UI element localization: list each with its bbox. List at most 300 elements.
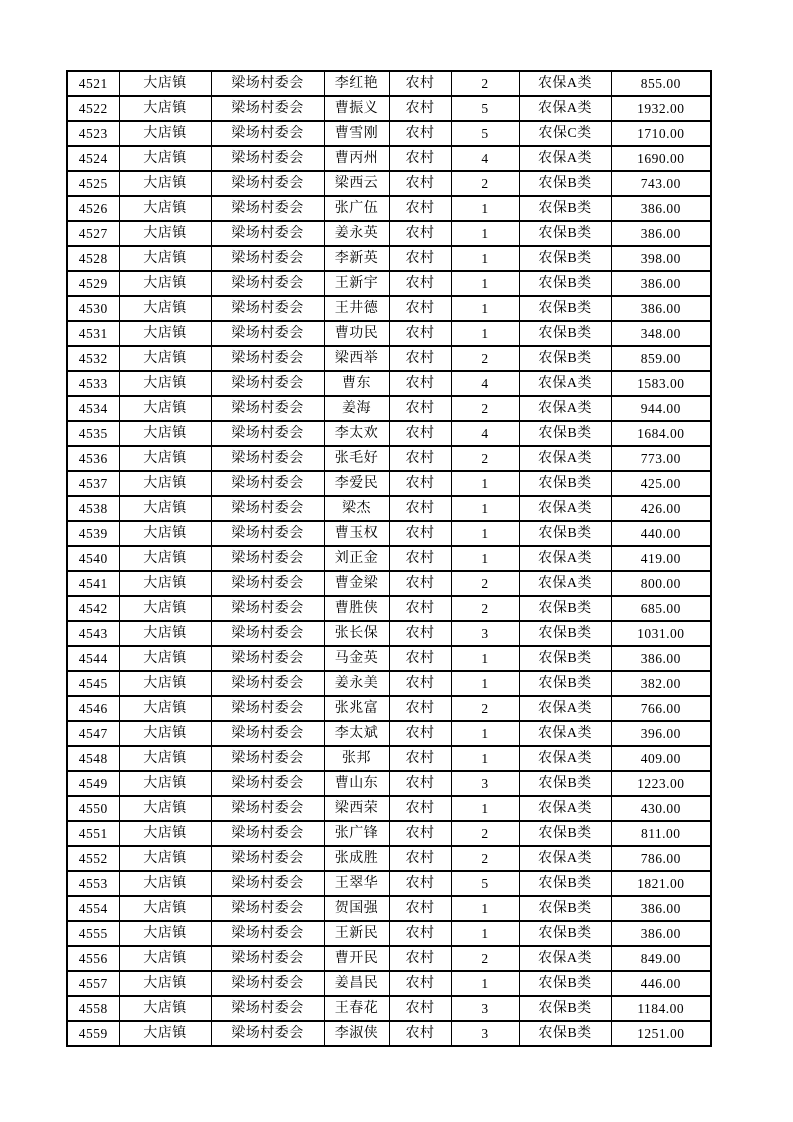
cell-person-name: 李爱民 [324, 471, 389, 496]
cell-village: 梁场村委会 [211, 521, 324, 546]
cell-village: 梁场村委会 [211, 996, 324, 1021]
table-row [67, 646, 711, 671]
cell-village: 梁场村委会 [211, 446, 324, 471]
cell-count: 2 [451, 596, 519, 621]
cell-person-name: 曹开民 [324, 946, 389, 971]
cell-residence: 农村 [389, 496, 451, 521]
cell-residence: 农村 [389, 296, 451, 321]
cell-id: 4553 [67, 871, 119, 896]
cell-town: 大店镇 [119, 371, 211, 396]
cell-residence: 农村 [389, 196, 451, 221]
cell-residence: 农村 [389, 596, 451, 621]
cell-town: 大店镇 [119, 196, 211, 221]
cell-insurance-type: 农保B类 [519, 621, 611, 646]
cell-id: 4546 [67, 696, 119, 721]
cell-count: 2 [451, 946, 519, 971]
payment-table-body [67, 71, 711, 1046]
cell-town: 大店镇 [119, 921, 211, 946]
cell-amount: 1684.00 [611, 421, 711, 446]
cell-amount: 1710.00 [611, 121, 711, 146]
cell-count: 2 [451, 821, 519, 846]
cell-person-name: 曹东 [324, 371, 389, 396]
cell-residence: 农村 [389, 696, 451, 721]
cell-insurance-type: 农保A类 [519, 846, 611, 871]
cell-insurance-type: 农保B类 [519, 771, 611, 796]
cell-village: 梁场村委会 [211, 696, 324, 721]
cell-id: 4525 [67, 171, 119, 196]
cell-residence: 农村 [389, 721, 451, 746]
cell-village: 梁场村委会 [211, 246, 324, 271]
cell-village: 梁场村委会 [211, 421, 324, 446]
cell-residence: 农村 [389, 796, 451, 821]
cell-id: 4551 [67, 821, 119, 846]
cell-person-name: 张长保 [324, 621, 389, 646]
cell-insurance-type: 农保B类 [519, 821, 611, 846]
cell-amount: 811.00 [611, 821, 711, 846]
cell-insurance-type: 农保B类 [519, 346, 611, 371]
table-row [67, 746, 711, 771]
cell-insurance-type: 农保B类 [519, 521, 611, 546]
cell-village: 梁场村委会 [211, 771, 324, 796]
cell-village: 梁场村委会 [211, 346, 324, 371]
cell-id: 4523 [67, 121, 119, 146]
cell-town: 大店镇 [119, 471, 211, 496]
cell-count: 2 [451, 171, 519, 196]
cell-count: 1 [451, 221, 519, 246]
cell-town: 大店镇 [119, 121, 211, 146]
cell-amount: 685.00 [611, 596, 711, 621]
cell-count: 1 [451, 921, 519, 946]
cell-id: 4527 [67, 221, 119, 246]
cell-id: 4545 [67, 671, 119, 696]
cell-count: 1 [451, 321, 519, 346]
table-row [67, 496, 711, 521]
cell-town: 大店镇 [119, 246, 211, 271]
cell-residence: 农村 [389, 996, 451, 1021]
cell-village: 梁场村委会 [211, 321, 324, 346]
cell-village: 梁场村委会 [211, 496, 324, 521]
cell-amount: 773.00 [611, 446, 711, 471]
cell-count: 2 [451, 446, 519, 471]
cell-town: 大店镇 [119, 696, 211, 721]
cell-residence: 农村 [389, 96, 451, 121]
cell-town: 大店镇 [119, 96, 211, 121]
cell-amount: 786.00 [611, 846, 711, 871]
cell-town: 大店镇 [119, 946, 211, 971]
cell-person-name: 李淑侠 [324, 1021, 389, 1046]
insurance-payment-table [66, 70, 712, 1047]
cell-town: 大店镇 [119, 321, 211, 346]
table-row [67, 1021, 711, 1046]
cell-person-name: 梁西云 [324, 171, 389, 196]
cell-count: 1 [451, 896, 519, 921]
cell-town: 大店镇 [119, 71, 211, 96]
cell-count: 1 [451, 521, 519, 546]
cell-village: 梁场村委会 [211, 546, 324, 571]
cell-amount: 382.00 [611, 671, 711, 696]
cell-amount: 425.00 [611, 471, 711, 496]
table-row [67, 721, 711, 746]
cell-person-name: 姜海 [324, 396, 389, 421]
cell-amount: 409.00 [611, 746, 711, 771]
cell-town: 大店镇 [119, 746, 211, 771]
cell-village: 梁场村委会 [211, 921, 324, 946]
cell-town: 大店镇 [119, 671, 211, 696]
cell-person-name: 贺国强 [324, 896, 389, 921]
cell-village: 梁场村委会 [211, 621, 324, 646]
cell-id: 4556 [67, 946, 119, 971]
cell-insurance-type: 农保B类 [519, 871, 611, 896]
cell-amount: 800.00 [611, 571, 711, 596]
cell-amount: 1223.00 [611, 771, 711, 796]
cell-insurance-type: 农保A类 [519, 546, 611, 571]
cell-insurance-type: 农保B类 [519, 921, 611, 946]
cell-amount: 348.00 [611, 321, 711, 346]
table-row [67, 171, 711, 196]
cell-village: 梁场村委会 [211, 971, 324, 996]
cell-id: 4540 [67, 546, 119, 571]
table-row [67, 796, 711, 821]
cell-village: 梁场村委会 [211, 371, 324, 396]
cell-residence: 农村 [389, 771, 451, 796]
cell-residence: 农村 [389, 921, 451, 946]
cell-residence: 农村 [389, 621, 451, 646]
cell-count: 1 [451, 471, 519, 496]
cell-residence: 农村 [389, 871, 451, 896]
cell-person-name: 张邦 [324, 746, 389, 771]
cell-person-name: 张兆富 [324, 696, 389, 721]
cell-town: 大店镇 [119, 496, 211, 521]
cell-residence: 农村 [389, 846, 451, 871]
cell-village: 梁场村委会 [211, 721, 324, 746]
cell-residence: 农村 [389, 171, 451, 196]
table-row [67, 996, 711, 1021]
cell-count: 3 [451, 621, 519, 646]
table-row [67, 471, 711, 496]
cell-insurance-type: 农保B类 [519, 196, 611, 221]
cell-amount: 1932.00 [611, 96, 711, 121]
cell-village: 梁场村委会 [211, 646, 324, 671]
cell-count: 1 [451, 196, 519, 221]
cell-amount: 849.00 [611, 946, 711, 971]
cell-person-name: 曹胜侠 [324, 596, 389, 621]
cell-town: 大店镇 [119, 996, 211, 1021]
cell-insurance-type: 农保A类 [519, 146, 611, 171]
cell-amount: 396.00 [611, 721, 711, 746]
cell-count: 1 [451, 971, 519, 996]
cell-insurance-type: 农保A类 [519, 71, 611, 96]
cell-id: 4535 [67, 421, 119, 446]
cell-town: 大店镇 [119, 871, 211, 896]
cell-count: 3 [451, 996, 519, 1021]
cell-insurance-type: 农保A类 [519, 96, 611, 121]
cell-count: 1 [451, 671, 519, 696]
table-row [67, 446, 711, 471]
cell-id: 4536 [67, 446, 119, 471]
cell-village: 梁场村委会 [211, 296, 324, 321]
cell-id: 4549 [67, 771, 119, 796]
cell-insurance-type: 农保B类 [519, 471, 611, 496]
cell-person-name: 曹雪刚 [324, 121, 389, 146]
cell-insurance-type: 农保B类 [519, 221, 611, 246]
cell-amount: 743.00 [611, 171, 711, 196]
table-row [67, 771, 711, 796]
cell-town: 大店镇 [119, 221, 211, 246]
cell-residence: 农村 [389, 671, 451, 696]
cell-residence: 农村 [389, 646, 451, 671]
cell-id: 4526 [67, 196, 119, 221]
cell-person-name: 姜永美 [324, 671, 389, 696]
cell-count: 4 [451, 371, 519, 396]
cell-insurance-type: 农保C类 [519, 121, 611, 146]
cell-insurance-type: 农保B类 [519, 271, 611, 296]
cell-town: 大店镇 [119, 1021, 211, 1046]
cell-insurance-type: 农保A类 [519, 371, 611, 396]
cell-id: 4539 [67, 521, 119, 546]
cell-amount: 855.00 [611, 71, 711, 96]
cell-town: 大店镇 [119, 821, 211, 846]
cell-residence: 农村 [389, 421, 451, 446]
cell-id: 4531 [67, 321, 119, 346]
cell-residence: 农村 [389, 221, 451, 246]
cell-residence: 农村 [389, 971, 451, 996]
cell-insurance-type: 农保B类 [519, 171, 611, 196]
cell-town: 大店镇 [119, 846, 211, 871]
cell-village: 梁场村委会 [211, 221, 324, 246]
cell-person-name: 王春花 [324, 996, 389, 1021]
table-row [67, 821, 711, 846]
cell-person-name: 张毛好 [324, 446, 389, 471]
cell-town: 大店镇 [119, 896, 211, 921]
cell-village: 梁场村委会 [211, 271, 324, 296]
cell-count: 1 [451, 496, 519, 521]
cell-insurance-type: 农保B类 [519, 596, 611, 621]
cell-person-name: 张广锋 [324, 821, 389, 846]
cell-residence: 农村 [389, 121, 451, 146]
cell-id: 4548 [67, 746, 119, 771]
cell-id: 4522 [67, 96, 119, 121]
cell-count: 1 [451, 546, 519, 571]
cell-insurance-type: 农保A类 [519, 446, 611, 471]
cell-amount: 1821.00 [611, 871, 711, 896]
cell-village: 梁场村委会 [211, 571, 324, 596]
cell-count: 4 [451, 421, 519, 446]
cell-amount: 386.00 [611, 646, 711, 671]
cell-id: 4550 [67, 796, 119, 821]
cell-id: 4554 [67, 896, 119, 921]
table-row [67, 921, 711, 946]
cell-id: 4534 [67, 396, 119, 421]
cell-amount: 944.00 [611, 396, 711, 421]
cell-town: 大店镇 [119, 621, 211, 646]
table-row [67, 696, 711, 721]
cell-residence: 农村 [389, 271, 451, 296]
cell-count: 2 [451, 71, 519, 96]
cell-village: 梁场村委会 [211, 196, 324, 221]
table-row [67, 871, 711, 896]
cell-town: 大店镇 [119, 796, 211, 821]
cell-person-name: 曹振义 [324, 96, 389, 121]
cell-insurance-type: 农保B类 [519, 646, 611, 671]
cell-id: 4557 [67, 971, 119, 996]
cell-amount: 386.00 [611, 296, 711, 321]
cell-village: 梁场村委会 [211, 146, 324, 171]
table-row [67, 296, 711, 321]
cell-insurance-type: 农保B类 [519, 321, 611, 346]
cell-insurance-type: 农保B类 [519, 421, 611, 446]
cell-amount: 1251.00 [611, 1021, 711, 1046]
cell-insurance-type: 农保B类 [519, 671, 611, 696]
cell-residence: 农村 [389, 346, 451, 371]
cell-town: 大店镇 [119, 546, 211, 571]
cell-person-name: 李红艳 [324, 71, 389, 96]
table-row [67, 121, 711, 146]
cell-id: 4544 [67, 646, 119, 671]
cell-amount: 1031.00 [611, 621, 711, 646]
cell-town: 大店镇 [119, 646, 211, 671]
cell-person-name: 王新民 [324, 921, 389, 946]
cell-id: 4547 [67, 721, 119, 746]
cell-amount: 1690.00 [611, 146, 711, 171]
cell-insurance-type: 农保B类 [519, 971, 611, 996]
cell-village: 梁场村委会 [211, 71, 324, 96]
cell-person-name: 梁西举 [324, 346, 389, 371]
cell-town: 大店镇 [119, 171, 211, 196]
table-row [67, 371, 711, 396]
cell-residence: 农村 [389, 446, 451, 471]
cell-count: 3 [451, 771, 519, 796]
cell-id: 4524 [67, 146, 119, 171]
cell-village: 梁场村委会 [211, 596, 324, 621]
cell-amount: 386.00 [611, 221, 711, 246]
cell-amount: 446.00 [611, 971, 711, 996]
cell-village: 梁场村委会 [211, 671, 324, 696]
cell-person-name: 曹金梁 [324, 571, 389, 596]
cell-count: 3 [451, 1021, 519, 1046]
cell-residence: 农村 [389, 471, 451, 496]
cell-town: 大店镇 [119, 421, 211, 446]
cell-count: 2 [451, 696, 519, 721]
cell-id: 4521 [67, 71, 119, 96]
cell-person-name: 李新英 [324, 246, 389, 271]
cell-insurance-type: 农保A类 [519, 796, 611, 821]
cell-amount: 859.00 [611, 346, 711, 371]
cell-person-name: 刘正金 [324, 546, 389, 571]
cell-id: 4555 [67, 921, 119, 946]
cell-village: 梁场村委会 [211, 171, 324, 196]
cell-insurance-type: 农保B类 [519, 296, 611, 321]
cell-count: 1 [451, 796, 519, 821]
cell-insurance-type: 农保B类 [519, 896, 611, 921]
table-row [67, 196, 711, 221]
cell-count: 1 [451, 246, 519, 271]
cell-id: 4537 [67, 471, 119, 496]
cell-count: 5 [451, 871, 519, 896]
cell-id: 4552 [67, 846, 119, 871]
cell-id: 4542 [67, 596, 119, 621]
cell-amount: 386.00 [611, 921, 711, 946]
cell-id: 4558 [67, 996, 119, 1021]
cell-person-name: 曹山东 [324, 771, 389, 796]
cell-count: 1 [451, 271, 519, 296]
cell-person-name: 张成胜 [324, 846, 389, 871]
cell-amount: 1184.00 [611, 996, 711, 1021]
cell-village: 梁场村委会 [211, 471, 324, 496]
cell-village: 梁场村委会 [211, 121, 324, 146]
cell-id: 4559 [67, 1021, 119, 1046]
cell-count: 1 [451, 646, 519, 671]
cell-village: 梁场村委会 [211, 796, 324, 821]
cell-count: 1 [451, 721, 519, 746]
table-row [67, 621, 711, 646]
cell-residence: 农村 [389, 946, 451, 971]
table-row [67, 346, 711, 371]
table-row [67, 271, 711, 296]
cell-person-name: 曹丙州 [324, 146, 389, 171]
cell-insurance-type: 农保A类 [519, 746, 611, 771]
table-row [67, 321, 711, 346]
cell-insurance-type: 农保B类 [519, 996, 611, 1021]
cell-id: 4543 [67, 621, 119, 646]
cell-count: 2 [451, 571, 519, 596]
cell-id: 4533 [67, 371, 119, 396]
cell-amount: 766.00 [611, 696, 711, 721]
cell-amount: 386.00 [611, 196, 711, 221]
cell-amount: 1583.00 [611, 371, 711, 396]
table-row [67, 946, 711, 971]
cell-village: 梁场村委会 [211, 821, 324, 846]
cell-village: 梁场村委会 [211, 96, 324, 121]
table-row [67, 546, 711, 571]
cell-person-name: 王新宇 [324, 271, 389, 296]
cell-id: 4529 [67, 271, 119, 296]
cell-insurance-type: 农保A类 [519, 496, 611, 521]
cell-id: 4530 [67, 296, 119, 321]
cell-amount: 398.00 [611, 246, 711, 271]
table-row [67, 846, 711, 871]
cell-amount: 430.00 [611, 796, 711, 821]
cell-id: 4538 [67, 496, 119, 521]
cell-amount: 386.00 [611, 271, 711, 296]
cell-count: 2 [451, 846, 519, 871]
cell-count: 2 [451, 396, 519, 421]
cell-person-name: 梁杰 [324, 496, 389, 521]
table-row [67, 421, 711, 446]
cell-insurance-type: 农保B类 [519, 1021, 611, 1046]
cell-town: 大店镇 [119, 446, 211, 471]
cell-residence: 农村 [389, 521, 451, 546]
cell-residence: 农村 [389, 821, 451, 846]
cell-town: 大店镇 [119, 571, 211, 596]
cell-count: 1 [451, 746, 519, 771]
cell-insurance-type: 农保A类 [519, 696, 611, 721]
cell-town: 大店镇 [119, 296, 211, 321]
cell-town: 大店镇 [119, 721, 211, 746]
cell-person-name: 马金英 [324, 646, 389, 671]
cell-person-name: 张广伍 [324, 196, 389, 221]
table-row [67, 521, 711, 546]
cell-residence: 农村 [389, 896, 451, 921]
cell-insurance-type: 农保A类 [519, 721, 611, 746]
cell-count: 4 [451, 146, 519, 171]
table-row [67, 971, 711, 996]
cell-id: 4541 [67, 571, 119, 596]
cell-insurance-type: 农保A类 [519, 396, 611, 421]
cell-residence: 农村 [389, 571, 451, 596]
cell-residence: 农村 [389, 321, 451, 346]
table-row [67, 571, 711, 596]
cell-town: 大店镇 [119, 396, 211, 421]
